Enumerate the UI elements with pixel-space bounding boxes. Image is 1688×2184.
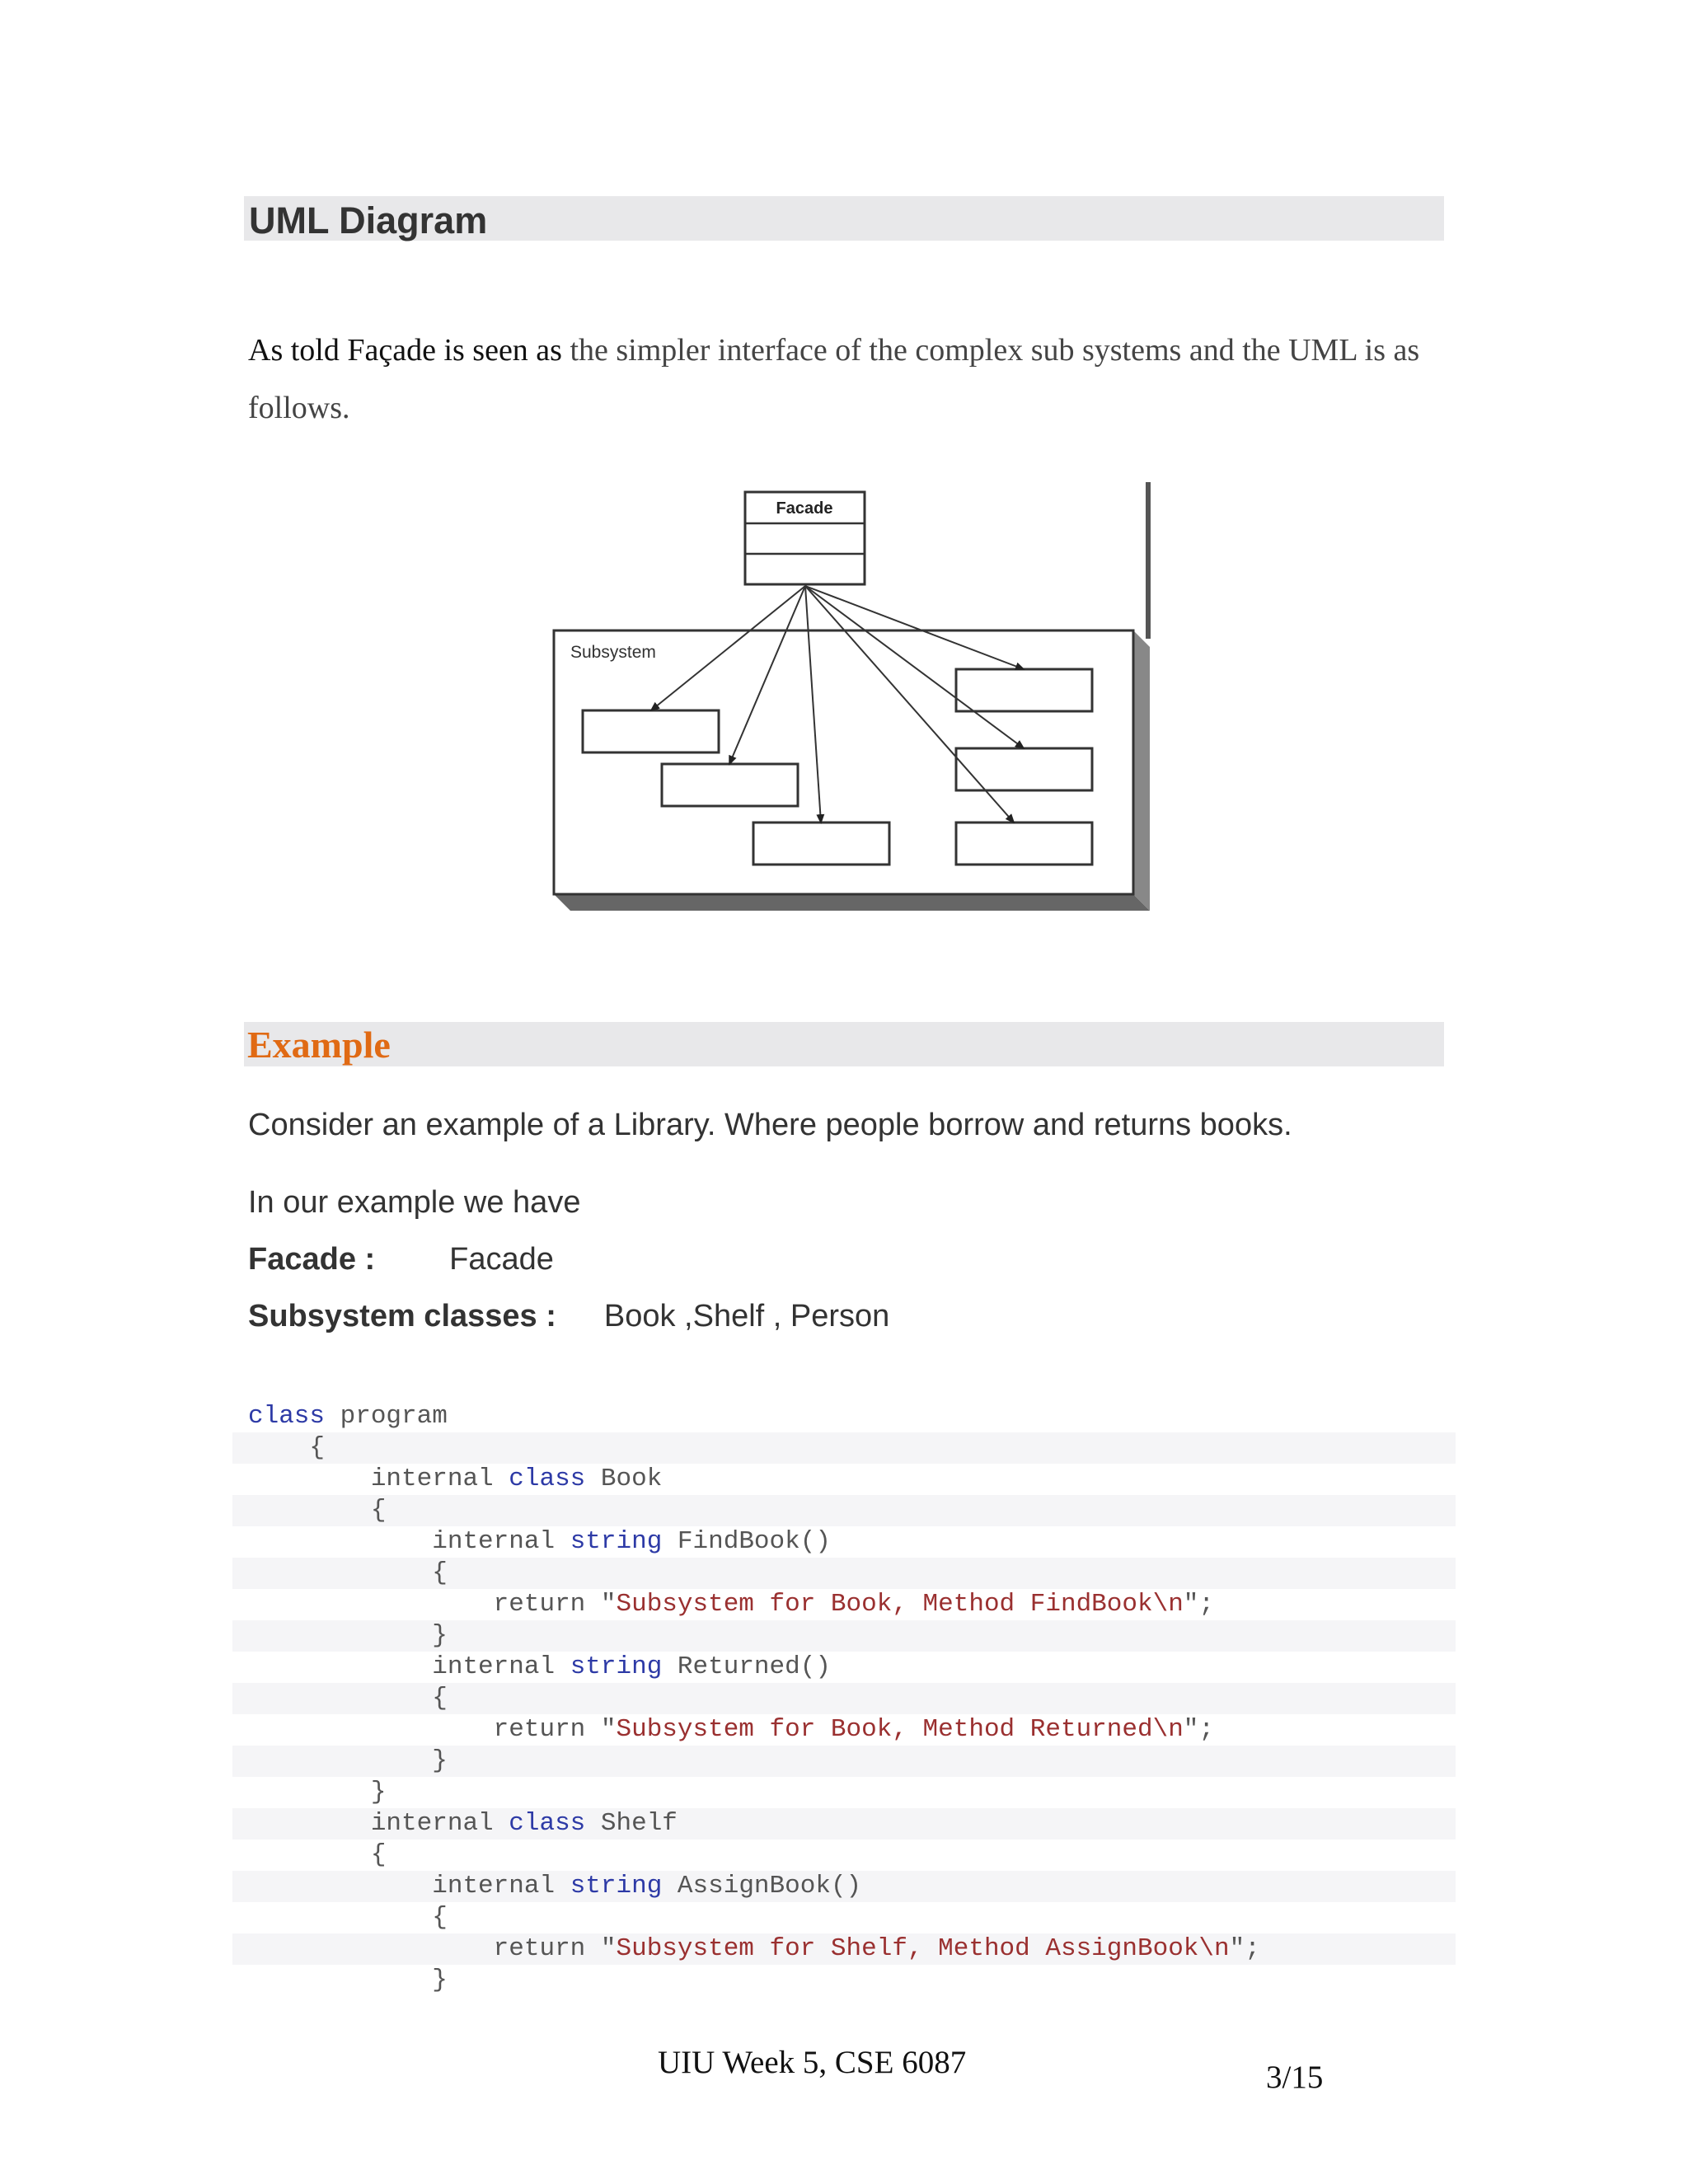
code-text: internal <box>432 1527 570 1556</box>
uml-intro-part1: As told Façade is seen as <box>248 333 562 368</box>
code-text: FindBook() <box>662 1527 831 1556</box>
code-string: Subsystem for Shelf, Method AssignBook\n <box>616 1934 1230 1963</box>
example-heading-bar <box>244 1022 1444 1066</box>
code-line <box>232 1871 1456 1902</box>
code-text: { <box>432 1903 448 1932</box>
subsystem-class-box <box>956 748 1092 790</box>
code-line <box>232 1589 1456 1620</box>
uml-intro-part2: the simpler interface of the complex sub systems and the UML is as follows. <box>248 333 1420 425</box>
subsystem-value: Book ,Shelf , Person <box>603 1299 890 1333</box>
code-text: "; <box>1229 1934 1260 1963</box>
code-text: { <box>370 1840 387 1869</box>
code-text: internal <box>432 1652 570 1681</box>
code-line <box>232 1683 1456 1714</box>
uml-intro-paragraph <box>248 321 1451 437</box>
code-line <box>232 1965 1456 1996</box>
uml-section-heading: UML Diagram <box>249 199 488 241</box>
subsystem-class-box <box>956 823 1092 865</box>
code-keyword: class <box>509 1809 586 1838</box>
code-text: return " <box>493 1715 617 1744</box>
example-section-heading: Example <box>247 1024 391 1066</box>
subsystem-class-box <box>753 823 889 865</box>
subsystem-class-box <box>662 764 798 806</box>
code-line <box>232 1620 1456 1652</box>
code-line <box>232 1840 1456 1871</box>
facade-uml-diagram <box>528 474 1170 940</box>
example-intro: Consider an example of a Library. Where people borrow and returns books. <box>248 1108 1292 1142</box>
code-keyword: string <box>570 1527 663 1556</box>
subsystem-definition <box>248 1296 889 1337</box>
code-text: { <box>432 1684 448 1713</box>
code-line <box>232 1652 1456 1683</box>
code-text: "; <box>1183 1590 1215 1619</box>
code-text: internal <box>370 1809 509 1838</box>
facade-label: Facade <box>776 499 833 518</box>
code-line <box>232 1558 1456 1589</box>
code-string: Subsystem for Book, Method FindBook\n <box>616 1590 1184 1619</box>
code-text: program <box>325 1402 448 1431</box>
code-keyword: class <box>509 1465 586 1493</box>
code-text: } <box>432 1621 448 1650</box>
code-text: } <box>432 1966 448 1994</box>
code-line <box>232 1808 1456 1840</box>
code-line <box>232 1902 1456 1933</box>
example-lead: In our example we have <box>248 1185 581 1220</box>
code-text: Returned() <box>662 1652 831 1681</box>
code-text: Book <box>585 1465 663 1493</box>
facade-term: Facade : <box>248 1242 376 1277</box>
code-text: return " <box>493 1590 617 1619</box>
code-text: AssignBook() <box>662 1872 862 1900</box>
code-line <box>232 1432 1456 1464</box>
code-line <box>232 1933 1456 1965</box>
code-text: return " <box>493 1934 617 1963</box>
code-line <box>232 1495 1456 1526</box>
code-text: { <box>370 1496 387 1525</box>
facade-definition <box>248 1239 554 1280</box>
facade-value: Facade <box>449 1242 554 1277</box>
page-number: 3/15 <box>1266 2060 1324 2095</box>
code-line <box>232 1401 1456 1432</box>
subsystem-term: Subsystem classes : <box>248 1299 556 1333</box>
code-keyword: string <box>570 1872 663 1900</box>
code-text: { <box>432 1558 448 1587</box>
code-text: Shelf <box>585 1809 678 1838</box>
code-text: "; <box>1183 1715 1215 1744</box>
code-line <box>232 1464 1456 1495</box>
subsystem-label: Subsystem <box>570 643 656 662</box>
page-footer: UIU Week 5, CSE 6087 <box>658 2045 967 2080</box>
code-keyword: class <box>248 1402 326 1431</box>
code-keyword: string <box>570 1652 663 1681</box>
code-text: internal <box>432 1872 570 1900</box>
code-line <box>232 1777 1456 1808</box>
code-text: { <box>309 1433 326 1462</box>
code-text: } <box>432 1746 448 1775</box>
code-line <box>232 1746 1456 1777</box>
code-listing <box>232 1401 1456 1996</box>
code-string: Subsystem for Book, Method Returned\n <box>616 1715 1184 1744</box>
code-text: internal <box>370 1465 509 1493</box>
subsystem-class-box <box>583 710 719 752</box>
code-line <box>232 1526 1456 1558</box>
subsystem-class-box <box>956 669 1092 711</box>
code-line <box>232 1714 1456 1746</box>
code-text: } <box>370 1778 387 1807</box>
